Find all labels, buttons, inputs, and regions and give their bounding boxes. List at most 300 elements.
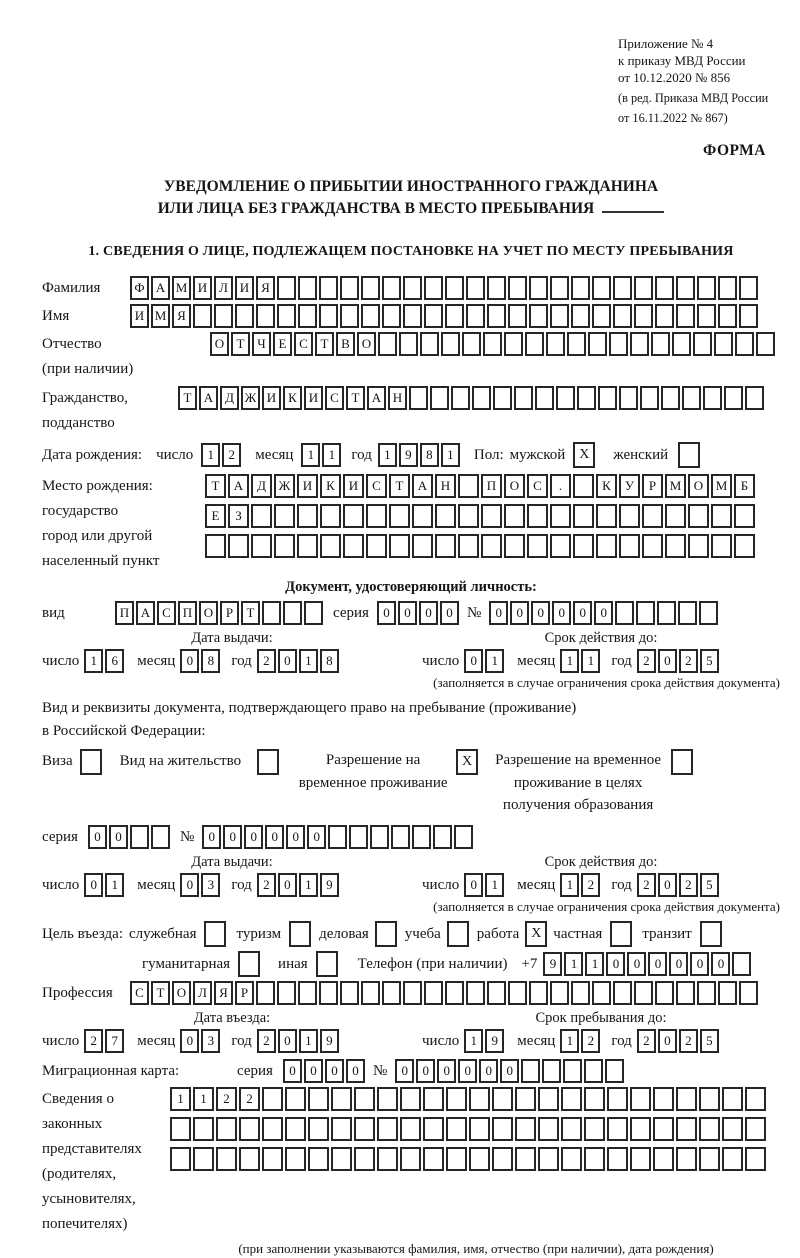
- surname-cell[interactable]: [340, 276, 359, 300]
- identity-issue-day-cell[interactable]: 1: [84, 649, 103, 673]
- citizenship-cell[interactable]: Д: [220, 386, 239, 410]
- citizenship-cell[interactable]: С: [325, 386, 344, 410]
- residence-issue-day-cell[interactable]: 0: [84, 873, 103, 897]
- visa-box[interactable]: [80, 749, 102, 775]
- migration-number-cell[interactable]: [605, 1059, 624, 1083]
- representatives-cell[interactable]: [446, 1087, 467, 1111]
- identity-issue-year-cell[interactable]: 2: [257, 649, 276, 673]
- entry-year-cell[interactable]: 9: [320, 1029, 339, 1053]
- purpose-business-box[interactable]: [375, 921, 397, 947]
- representatives-cell[interactable]: [607, 1117, 628, 1141]
- surname-cell[interactable]: [487, 276, 506, 300]
- birthplace-cell[interactable]: И: [343, 474, 364, 498]
- birthplace-cell[interactable]: З: [228, 504, 249, 528]
- birthplace-cell[interactable]: [711, 534, 732, 558]
- citizenship-cell[interactable]: Т: [346, 386, 365, 410]
- birthplace-cell[interactable]: [642, 504, 663, 528]
- identity-expiry-month-cell[interactable]: 1: [560, 649, 579, 673]
- doc-number-cell[interactable]: 0: [552, 601, 571, 625]
- surname-cell[interactable]: [382, 276, 401, 300]
- surname-cell[interactable]: [571, 276, 590, 300]
- representatives-cell[interactable]: [285, 1147, 306, 1171]
- birthplace-cell[interactable]: Н: [435, 474, 456, 498]
- patronymic-cell[interactable]: [588, 332, 607, 356]
- surname-cell[interactable]: [508, 276, 527, 300]
- phone-cell[interactable]: 0: [648, 952, 667, 976]
- firstname-cell[interactable]: [487, 304, 506, 328]
- representatives-cell[interactable]: [400, 1147, 421, 1171]
- profession-cell[interactable]: [655, 981, 674, 1005]
- citizenship-cell[interactable]: [724, 386, 743, 410]
- firstname-cell[interactable]: [382, 304, 401, 328]
- patronymic-cell[interactable]: [735, 332, 754, 356]
- birth-day-cell[interactable]: 1: [201, 443, 220, 467]
- profession-cell[interactable]: [508, 981, 527, 1005]
- profession-cell[interactable]: [550, 981, 569, 1005]
- firstname-cell[interactable]: Я: [172, 304, 191, 328]
- representatives-cell[interactable]: [722, 1087, 743, 1111]
- representatives-cell[interactable]: [331, 1117, 352, 1141]
- representatives-cell[interactable]: [538, 1117, 559, 1141]
- profession-cell[interactable]: [403, 981, 422, 1005]
- residence-issue-year-cell[interactable]: 1: [299, 873, 318, 897]
- profession-cell[interactable]: С: [130, 981, 149, 1005]
- representatives-cell[interactable]: [469, 1147, 490, 1171]
- firstname-cell[interactable]: [361, 304, 380, 328]
- birthplace-cell[interactable]: Т: [389, 474, 410, 498]
- residence-expiry-day-cell[interactable]: 1: [485, 873, 504, 897]
- birthplace-cell[interactable]: [688, 504, 709, 528]
- residence-series-cell[interactable]: 0: [88, 825, 107, 849]
- residence-series-cell[interactable]: 0: [109, 825, 128, 849]
- profession-cell[interactable]: [340, 981, 359, 1005]
- representatives-cell[interactable]: [331, 1087, 352, 1111]
- doc-series-cell[interactable]: 0: [398, 601, 417, 625]
- representatives-cell[interactable]: [515, 1117, 536, 1141]
- surname-cell[interactable]: Л: [214, 276, 233, 300]
- identity-expiry-year-cell[interactable]: 2: [637, 649, 656, 673]
- birthplace-cell[interactable]: [435, 534, 456, 558]
- purpose-official-box[interactable]: [204, 921, 226, 947]
- patronymic-cell[interactable]: Т: [231, 332, 250, 356]
- surname-cell[interactable]: [739, 276, 758, 300]
- citizenship-cell[interactable]: [514, 386, 533, 410]
- patronymic-cell[interactable]: [567, 332, 586, 356]
- birthplace-cell[interactable]: [734, 504, 755, 528]
- citizenship-cell[interactable]: [598, 386, 617, 410]
- citizenship-cell[interactable]: А: [199, 386, 218, 410]
- surname-cell[interactable]: И: [193, 276, 212, 300]
- firstname-cell[interactable]: [655, 304, 674, 328]
- stay-day-cell[interactable]: 1: [464, 1029, 483, 1053]
- profession-cell[interactable]: [739, 981, 758, 1005]
- representatives-cell[interactable]: [377, 1087, 398, 1111]
- representatives-cell[interactable]: [193, 1147, 214, 1171]
- profession-cell[interactable]: [634, 981, 653, 1005]
- birthplace-cell[interactable]: [389, 504, 410, 528]
- representatives-cell[interactable]: [331, 1147, 352, 1171]
- firstname-cell[interactable]: [697, 304, 716, 328]
- citizenship-cell[interactable]: [409, 386, 428, 410]
- representatives-cell[interactable]: [354, 1117, 375, 1141]
- birthplace-cell[interactable]: М: [711, 474, 732, 498]
- birthplace-cell[interactable]: [504, 504, 525, 528]
- phone-cell[interactable]: 9: [543, 952, 562, 976]
- birthplace-cell[interactable]: [297, 504, 318, 528]
- profession-cell[interactable]: [718, 981, 737, 1005]
- representatives-cell[interactable]: [423, 1147, 444, 1171]
- birthplace-cell[interactable]: О: [504, 474, 525, 498]
- profession-cell[interactable]: Л: [193, 981, 212, 1005]
- patronymic-cell[interactable]: О: [210, 332, 229, 356]
- representatives-cell[interactable]: [561, 1147, 582, 1171]
- migration-number-cell[interactable]: 0: [500, 1059, 519, 1083]
- representatives-cell[interactable]: [216, 1117, 237, 1141]
- profession-cell[interactable]: [382, 981, 401, 1005]
- birthplace-cell[interactable]: [550, 504, 571, 528]
- temp-residence-edu-box[interactable]: [671, 749, 693, 775]
- representatives-cell[interactable]: [216, 1147, 237, 1171]
- citizenship-cell[interactable]: [661, 386, 680, 410]
- migration-number-cell[interactable]: 0: [437, 1059, 456, 1083]
- doc-kind-cell[interactable]: О: [199, 601, 218, 625]
- doc-number-cell[interactable]: [699, 601, 718, 625]
- representatives-cell[interactable]: [745, 1087, 766, 1111]
- firstname-cell[interactable]: [718, 304, 737, 328]
- firstname-cell[interactable]: [613, 304, 632, 328]
- patronymic-cell[interactable]: [378, 332, 397, 356]
- identity-expiry-year-cell[interactable]: 0: [658, 649, 677, 673]
- doc-series-cell[interactable]: 0: [419, 601, 438, 625]
- migration-number-cell[interactable]: [584, 1059, 603, 1083]
- profession-cell[interactable]: [298, 981, 317, 1005]
- representatives-cell[interactable]: [699, 1147, 720, 1171]
- firstname-cell[interactable]: [319, 304, 338, 328]
- birthplace-cell[interactable]: [297, 534, 318, 558]
- representatives-cell[interactable]: [722, 1147, 743, 1171]
- migration-number-cell[interactable]: 0: [416, 1059, 435, 1083]
- representatives-cell[interactable]: [423, 1087, 444, 1111]
- profession-cell[interactable]: [361, 981, 380, 1005]
- surname-cell[interactable]: [676, 276, 695, 300]
- birthplace-cell[interactable]: С: [366, 474, 387, 498]
- birthplace-cell[interactable]: А: [228, 474, 249, 498]
- representatives-cell[interactable]: [630, 1117, 651, 1141]
- birthplace-cell[interactable]: [665, 534, 686, 558]
- stay-year-cell[interactable]: 2: [679, 1029, 698, 1053]
- doc-number-cell[interactable]: [636, 601, 655, 625]
- patronymic-cell[interactable]: Е: [273, 332, 292, 356]
- representatives-cell[interactable]: [239, 1147, 260, 1171]
- birthplace-cell[interactable]: [642, 534, 663, 558]
- entry-year-cell[interactable]: 1: [299, 1029, 318, 1053]
- citizenship-cell[interactable]: Ж: [241, 386, 260, 410]
- representatives-cell[interactable]: [699, 1117, 720, 1141]
- birthplace-cell[interactable]: Р: [642, 474, 663, 498]
- residence-expiry-year-cell[interactable]: 2: [679, 873, 698, 897]
- entry-year-cell[interactable]: 0: [278, 1029, 297, 1053]
- patronymic-cell[interactable]: С: [294, 332, 313, 356]
- doc-kind-cell[interactable]: [304, 601, 323, 625]
- representatives-cell[interactable]: [469, 1087, 490, 1111]
- phone-cell[interactable]: 0: [711, 952, 730, 976]
- migration-number-cell[interactable]: [563, 1059, 582, 1083]
- firstname-cell[interactable]: [403, 304, 422, 328]
- representatives-cell[interactable]: [262, 1087, 283, 1111]
- profession-cell[interactable]: Я: [214, 981, 233, 1005]
- birthplace-cell[interactable]: [481, 534, 502, 558]
- identity-expiry-year-cell[interactable]: 5: [700, 649, 719, 673]
- birthplace-cell[interactable]: [504, 534, 525, 558]
- surname-cell[interactable]: [592, 276, 611, 300]
- stay-year-cell[interactable]: 2: [637, 1029, 656, 1053]
- purpose-tourism-box[interactable]: [289, 921, 311, 947]
- representatives-cell[interactable]: [308, 1087, 329, 1111]
- birth-day-cell[interactable]: 2: [222, 443, 241, 467]
- representatives-cell[interactable]: [170, 1147, 191, 1171]
- representatives-cell[interactable]: [492, 1117, 513, 1141]
- residence-number-cell[interactable]: 0: [244, 825, 263, 849]
- migration-number-cell[interactable]: 0: [395, 1059, 414, 1083]
- firstname-cell[interactable]: [529, 304, 548, 328]
- citizenship-cell[interactable]: [493, 386, 512, 410]
- residence-expiry-year-cell[interactable]: 2: [637, 873, 656, 897]
- firstname-cell[interactable]: [634, 304, 653, 328]
- representatives-cell[interactable]: [469, 1117, 490, 1141]
- representatives-cell[interactable]: [584, 1147, 605, 1171]
- citizenship-cell[interactable]: [682, 386, 701, 410]
- representatives-cell[interactable]: [699, 1087, 720, 1111]
- profession-cell[interactable]: [466, 981, 485, 1005]
- profession-cell[interactable]: О: [172, 981, 191, 1005]
- birthplace-cell[interactable]: [389, 534, 410, 558]
- representatives-cell[interactable]: [676, 1117, 697, 1141]
- identity-issue-day-cell[interactable]: 6: [105, 649, 124, 673]
- surname-cell[interactable]: [424, 276, 443, 300]
- birthplace-cell[interactable]: [366, 504, 387, 528]
- surname-cell[interactable]: М: [172, 276, 191, 300]
- birth-year-cell[interactable]: 1: [441, 443, 460, 467]
- birthplace-cell[interactable]: [458, 504, 479, 528]
- birthplace-cell[interactable]: [527, 534, 548, 558]
- representatives-cell[interactable]: [354, 1147, 375, 1171]
- identity-expiry-month-cell[interactable]: 1: [581, 649, 600, 673]
- representatives-cell[interactable]: [377, 1147, 398, 1171]
- birthplace-cell[interactable]: [550, 534, 571, 558]
- citizenship-cell[interactable]: А: [367, 386, 386, 410]
- representatives-cell[interactable]: [653, 1087, 674, 1111]
- representatives-cell[interactable]: [653, 1117, 674, 1141]
- representatives-cell[interactable]: [285, 1117, 306, 1141]
- firstname-cell[interactable]: М: [151, 304, 170, 328]
- residence-number-cell[interactable]: [370, 825, 389, 849]
- birthplace-cell[interactable]: [665, 504, 686, 528]
- residence-issue-year-cell[interactable]: 0: [278, 873, 297, 897]
- doc-kind-cell[interactable]: П: [115, 601, 134, 625]
- surname-cell[interactable]: [697, 276, 716, 300]
- phone-cell[interactable]: 0: [669, 952, 688, 976]
- patronymic-cell[interactable]: [462, 332, 481, 356]
- firstname-cell[interactable]: [550, 304, 569, 328]
- doc-kind-cell[interactable]: [262, 601, 281, 625]
- birthplace-cell[interactable]: [343, 534, 364, 558]
- birthplace-cell[interactable]: И: [297, 474, 318, 498]
- residence-issue-year-cell[interactable]: 2: [257, 873, 276, 897]
- surname-cell[interactable]: [718, 276, 737, 300]
- phone-cell[interactable]: 1: [564, 952, 583, 976]
- patronymic-cell[interactable]: Т: [315, 332, 334, 356]
- representatives-cell[interactable]: [377, 1117, 398, 1141]
- purpose-work-box[interactable]: X: [525, 921, 547, 947]
- birthplace-cell[interactable]: [481, 504, 502, 528]
- representatives-cell[interactable]: [400, 1117, 421, 1141]
- patronymic-cell[interactable]: О: [357, 332, 376, 356]
- birthplace-cell[interactable]: М: [665, 474, 686, 498]
- representatives-cell[interactable]: [239, 1117, 260, 1141]
- firstname-cell[interactable]: [571, 304, 590, 328]
- phone-cell[interactable]: 1: [585, 952, 604, 976]
- residence-issue-day-cell[interactable]: 1: [105, 873, 124, 897]
- surname-cell[interactable]: [361, 276, 380, 300]
- patronymic-cell[interactable]: Ч: [252, 332, 271, 356]
- residence-number-cell[interactable]: 0: [265, 825, 284, 849]
- birthplace-cell[interactable]: [458, 474, 479, 498]
- representatives-cell[interactable]: [193, 1117, 214, 1141]
- birthplace-cell[interactable]: [573, 504, 594, 528]
- citizenship-cell[interactable]: [577, 386, 596, 410]
- residence-number-cell[interactable]: [328, 825, 347, 849]
- profession-cell[interactable]: [529, 981, 548, 1005]
- purpose-humanitarian-box[interactable]: [238, 951, 260, 977]
- birthplace-cell[interactable]: П: [481, 474, 502, 498]
- birthplace-cell[interactable]: [412, 504, 433, 528]
- citizenship-cell[interactable]: [619, 386, 638, 410]
- migration-series-cell[interactable]: 0: [304, 1059, 323, 1083]
- residence-expiry-day-cell[interactable]: 0: [464, 873, 483, 897]
- representatives-cell[interactable]: [515, 1087, 536, 1111]
- representatives-cell[interactable]: [653, 1147, 674, 1171]
- birth-year-cell[interactable]: 1: [378, 443, 397, 467]
- migration-series-cell[interactable]: 0: [325, 1059, 344, 1083]
- birth-month-cell[interactable]: 1: [322, 443, 341, 467]
- surname-cell[interactable]: [613, 276, 632, 300]
- profession-cell[interactable]: [676, 981, 695, 1005]
- doc-number-cell[interactable]: [678, 601, 697, 625]
- patronymic-cell[interactable]: [420, 332, 439, 356]
- representatives-cell[interactable]: [308, 1117, 329, 1141]
- surname-cell[interactable]: [445, 276, 464, 300]
- citizenship-cell[interactable]: [745, 386, 764, 410]
- surname-cell[interactable]: И: [235, 276, 254, 300]
- birthplace-cell[interactable]: [366, 534, 387, 558]
- profession-cell[interactable]: Р: [235, 981, 254, 1005]
- firstname-cell[interactable]: [424, 304, 443, 328]
- profession-cell[interactable]: [424, 981, 443, 1005]
- doc-kind-cell[interactable]: А: [136, 601, 155, 625]
- representatives-cell[interactable]: [630, 1087, 651, 1111]
- representatives-cell[interactable]: [561, 1087, 582, 1111]
- doc-series-cell[interactable]: 0: [377, 601, 396, 625]
- residence-number-cell[interactable]: 0: [202, 825, 221, 849]
- representatives-cell[interactable]: [584, 1087, 605, 1111]
- birthplace-cell[interactable]: [343, 504, 364, 528]
- identity-issue-month-cell[interactable]: 8: [201, 649, 220, 673]
- residence-number-cell[interactable]: 0: [286, 825, 305, 849]
- birthplace-cell[interactable]: [320, 534, 341, 558]
- patronymic-cell[interactable]: [714, 332, 733, 356]
- birthplace-cell[interactable]: [711, 504, 732, 528]
- firstname-cell[interactable]: [214, 304, 233, 328]
- entry-day-cell[interactable]: 7: [105, 1029, 124, 1053]
- birthplace-cell[interactable]: [274, 504, 295, 528]
- patronymic-cell[interactable]: [672, 332, 691, 356]
- identity-issue-year-cell[interactable]: 0: [278, 649, 297, 673]
- patronymic-cell[interactable]: [693, 332, 712, 356]
- birthplace-cell[interactable]: [573, 474, 594, 498]
- identity-expiry-year-cell[interactable]: 2: [679, 649, 698, 673]
- birthplace-cell[interactable]: [205, 534, 226, 558]
- birthplace-cell[interactable]: Б: [734, 474, 755, 498]
- firstname-cell[interactable]: [340, 304, 359, 328]
- stay-year-cell[interactable]: 0: [658, 1029, 677, 1053]
- patronymic-cell[interactable]: [441, 332, 460, 356]
- citizenship-cell[interactable]: Н: [388, 386, 407, 410]
- representatives-cell[interactable]: [400, 1087, 421, 1111]
- residence-number-cell[interactable]: [454, 825, 473, 849]
- surname-cell[interactable]: [403, 276, 422, 300]
- birthplace-cell[interactable]: [228, 534, 249, 558]
- residence-expiry-month-cell[interactable]: 1: [560, 873, 579, 897]
- birth-month-cell[interactable]: 1: [301, 443, 320, 467]
- birthplace-cell[interactable]: [596, 534, 617, 558]
- representatives-cell[interactable]: [446, 1147, 467, 1171]
- residence-expiry-year-cell[interactable]: 0: [658, 873, 677, 897]
- residence-series-cell[interactable]: [130, 825, 149, 849]
- doc-number-cell[interactable]: 0: [573, 601, 592, 625]
- profession-cell[interactable]: Т: [151, 981, 170, 1005]
- residence-number-cell[interactable]: 0: [223, 825, 242, 849]
- firstname-cell[interactable]: [193, 304, 212, 328]
- representatives-cell[interactable]: [492, 1147, 513, 1171]
- representatives-cell[interactable]: [423, 1117, 444, 1141]
- representatives-cell[interactable]: 2: [239, 1087, 260, 1111]
- firstname-cell[interactable]: [466, 304, 485, 328]
- citizenship-cell[interactable]: [535, 386, 554, 410]
- stay-year-cell[interactable]: 5: [700, 1029, 719, 1053]
- surname-cell[interactable]: [277, 276, 296, 300]
- firstname-cell[interactable]: [235, 304, 254, 328]
- representatives-cell[interactable]: [561, 1117, 582, 1141]
- doc-number-cell[interactable]: 0: [489, 601, 508, 625]
- birthplace-cell[interactable]: О: [688, 474, 709, 498]
- surname-cell[interactable]: [634, 276, 653, 300]
- residence-series-cell[interactable]: [151, 825, 170, 849]
- representatives-cell[interactable]: [538, 1147, 559, 1171]
- representatives-cell[interactable]: [285, 1087, 306, 1111]
- residence-issue-month-cell[interactable]: 3: [201, 873, 220, 897]
- surname-cell[interactable]: [298, 276, 317, 300]
- representatives-cell[interactable]: [262, 1117, 283, 1141]
- residence-number-cell[interactable]: [433, 825, 452, 849]
- birthplace-cell[interactable]: [688, 534, 709, 558]
- purpose-transit-box[interactable]: [700, 921, 722, 947]
- identity-issue-month-cell[interactable]: 0: [180, 649, 199, 673]
- birthplace-cell[interactable]: [619, 504, 640, 528]
- profession-cell[interactable]: [487, 981, 506, 1005]
- representatives-cell[interactable]: 1: [170, 1087, 191, 1111]
- doc-kind-cell[interactable]: С: [157, 601, 176, 625]
- citizenship-cell[interactable]: И: [262, 386, 281, 410]
